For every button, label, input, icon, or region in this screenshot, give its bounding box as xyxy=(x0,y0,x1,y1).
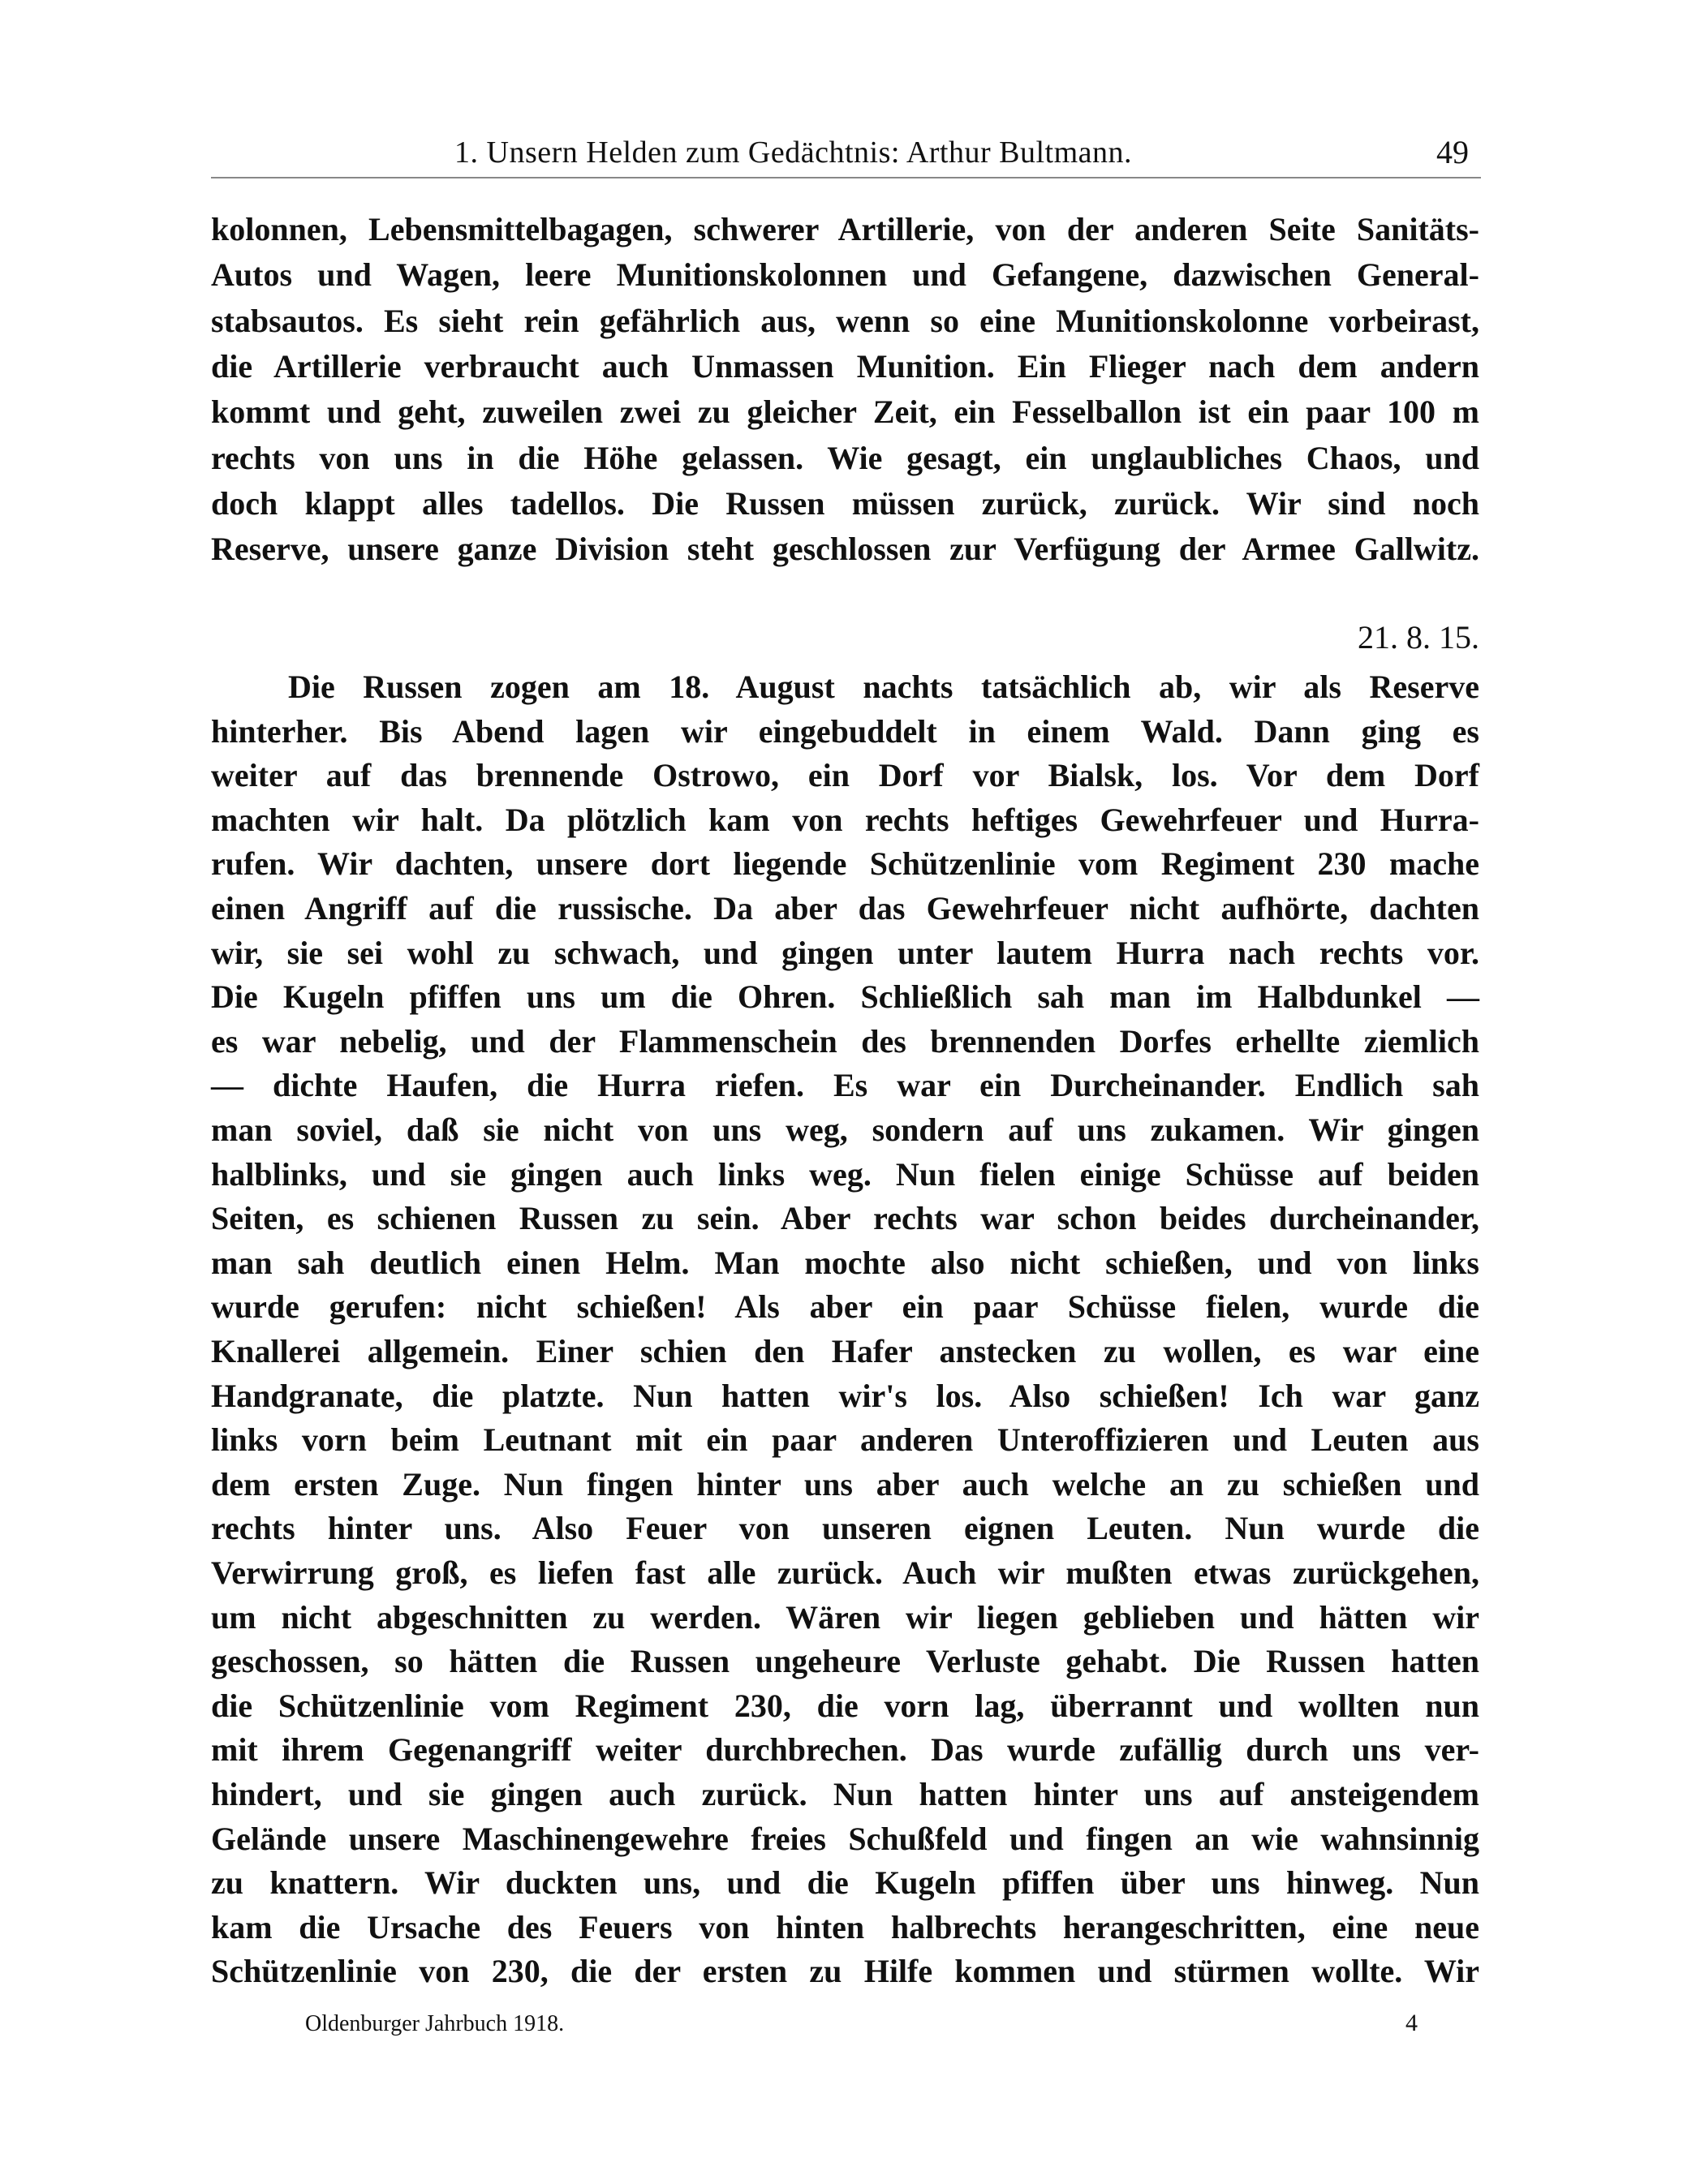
text-line: Gelände unsere Maschinengewehre freies Schußfeld und fingen an wie wahnsinnig xyxy=(211,1820,1479,1857)
footer-journal-title: Oldenburger Jahrbuch 1918. xyxy=(305,2011,565,2036)
text-line: es war nebelig, und der Flammenschein des brennenden Dorfes erhellte ziemlich xyxy=(211,1022,1479,1060)
text-line: rechts hinter uns. Also Feuer von unseren eignen Leuten. Nun wurde die xyxy=(211,1510,1479,1547)
text-line: Schützenlinie von 230, die der ersten zu Hilfe kommen und stürmen wollte. Wir xyxy=(211,1953,1479,1990)
text-line: — dichte Haufen, die Hurra riefen. Es war ein Durcheinander. Endlich sah xyxy=(211,1067,1479,1104)
text-line: kommt und geht, zuweilen zwei zu gleicher Zeit, ein Fesselballon ist ein paar 100 m xyxy=(211,393,1479,431)
text-line: stabsautos. Es sieht rein gefährlich aus, wenn so eine Munitionskolonne vorbeirast, xyxy=(211,302,1479,339)
text-line: halblinks, und sie gingen auch links weg. Nun fielen einige Schüsse auf beiden xyxy=(211,1155,1479,1193)
text-line: man sah deutlich einen Helm. Man mochte also nicht schießen, und von links xyxy=(211,1244,1479,1281)
text-line: die Schützenlinie vom Regiment 230, die vorn lag, überrannt und wollten nun xyxy=(211,1687,1479,1724)
page-number: 49 xyxy=(1436,134,1469,170)
text-line: Autos und Wagen, leere Munitionskolonnen und Gefangene, dazwischen General- xyxy=(211,256,1479,294)
text-line: dem ersten Zuge. Nun fingen hinter uns aber auch welche an zu schießen und xyxy=(211,1465,1479,1503)
text-line: Seiten, es schienen Russen zu sein. Aber rechts war schon beides durcheinander, xyxy=(211,1200,1479,1237)
text-line: um nicht abgeschnitten zu werden. Wären wir liegen geblieben und hätten wir xyxy=(211,1598,1479,1636)
text-line: machten wir halt. Da plötzlich kam von rechts heftiges Gewehrfeuer und Hurra- xyxy=(211,801,1479,838)
text-line: man soviel, daß sie nicht von uns weg, sondern auf uns zukamen. Wir gingen xyxy=(211,1111,1479,1148)
running-title: 1. Unsern Helden zum Gedächtnis: Arthur Bultmann. xyxy=(454,135,1133,170)
footer-signature-mark: 4 xyxy=(1405,2010,1418,2036)
text-line: wir, sie sei wohl zu schwach, und gingen unter lautem Hurra nach rechts vor. xyxy=(211,934,1479,971)
text-line: einen Angriff auf die russische. Da aber das Gewehrfeuer nicht aufhörte, dachten xyxy=(211,890,1479,926)
entry-date: 21. 8. 15. xyxy=(1358,619,1479,656)
text-line: weiter auf das brennende Ostrowo, ein Dorf vor Bialsk, los. Vor dem Dorf xyxy=(211,757,1479,794)
header-rule xyxy=(211,177,1481,178)
text-line: geschossen, so hätten die Russen ungeheure Verluste gehabt. Die Russen hatten xyxy=(211,1643,1479,1680)
text-line: mit ihrem Gegenangriff weiter durchbrechen. Das wurde zufällig durch uns ver- xyxy=(211,1731,1479,1769)
text-line: Die Kugeln pfiffen uns um die Ohren. Schließlich sah man im Halbdunkel — xyxy=(211,978,1479,1016)
text-line: kam die Ursache des Feuers von hinten halbrechts herangeschritten, eine neue xyxy=(211,1908,1479,1945)
text-line: zu knattern. Wir duckten uns, und die Kugeln pfiffen über uns hinweg. Nun xyxy=(211,1864,1479,1902)
text-line: die Artillerie verbraucht auch Unmassen Munition. Ein Flieger nach dem andern xyxy=(211,347,1479,385)
text-line: Verwirrung groß, es liefen fast alle zurück. Auch wir mußten etwas zurückgehen, xyxy=(211,1554,1479,1591)
text-line: Reserve, unsere ganze Division steht geschlossen zur Verfügung der Armee Gallwitz. xyxy=(211,531,1479,568)
text-line: hindert, und sie gingen auch zurück. Nun hatten hinter uns auf ansteigendem xyxy=(211,1776,1479,1812)
text-line: rufen. Wir dachten, unsere dort liegende Schützenlinie vom Regiment 230 mache xyxy=(211,845,1479,883)
text-line: Die Russen zogen am 18. August nachts tatsächlich ab, wir als Reserve xyxy=(288,669,1479,705)
text-line: Handgranate, die platzte. Nun hatten wir's los. Also schießen! Ich war ganz xyxy=(211,1377,1479,1414)
text-line: kolonnen, Lebensmittelbagagen, schwerer Artillerie, von der anderen Seite Sanitäts- xyxy=(211,211,1479,247)
text-line: doch klappt alles tadellos. Die Russen müssen zurück, zurück. Wir sind noch xyxy=(211,484,1479,522)
text-line: rechts von uns in die Höhe gelassen. Wie gesagt, ein unglaubliches Chaos, und xyxy=(211,439,1479,476)
text-line: hinterher. Bis Abend lagen wir eingebuddelt in einem Wald. Dann ging es xyxy=(211,712,1479,750)
text-line: links vorn beim Leutnant mit ein paar anderen Unteroffizieren und Leuten aus xyxy=(211,1421,1479,1459)
text-line: Knallerei allgemein. Einer schien den Hafer anstecken zu wollen, es war eine xyxy=(211,1333,1479,1369)
text-line: wurde gerufen: nicht schießen! Als aber ein paar Schüsse fielen, wurde die xyxy=(211,1288,1479,1326)
